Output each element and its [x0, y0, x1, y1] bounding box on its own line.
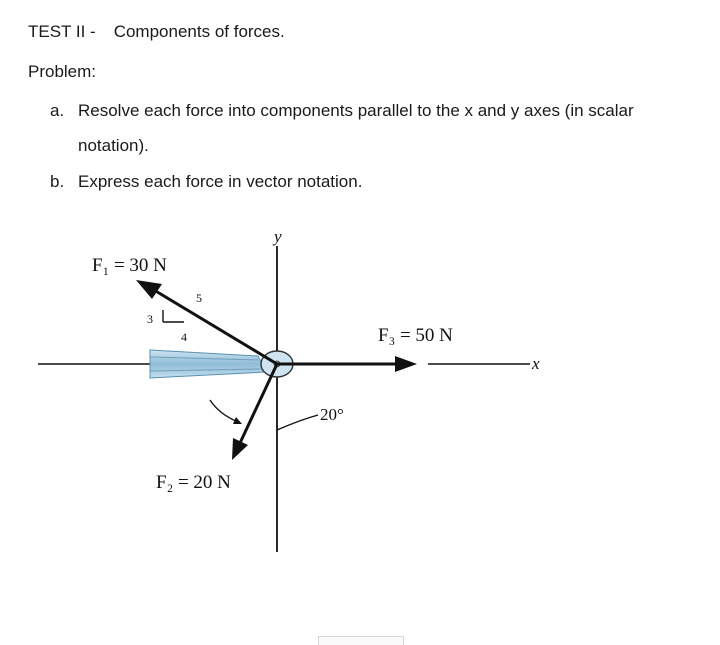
- x-axis-label: x: [532, 354, 540, 373]
- list-marker-b: b.: [50, 172, 65, 191]
- test-label: TEST II -: [28, 22, 96, 41]
- force-f2-label: F₂ = 20 N: [156, 472, 231, 493]
- force-f3-label: F₃ = 50 N: [378, 325, 453, 346]
- test-topic: Components of forces.: [113, 22, 285, 41]
- angle-20-label: 20°: [320, 405, 344, 424]
- curved-arrow-icon: [210, 400, 238, 422]
- member-bar: [150, 350, 266, 378]
- test-title: [28, 22, 285, 42]
- y-axis-label: y: [274, 227, 282, 246]
- angle-20-arc: [277, 415, 318, 430]
- force-f3-arrowhead: [395, 356, 417, 372]
- list-item-a-line2: notation).: [78, 136, 149, 155]
- problem-label: Problem:: [28, 62, 97, 81]
- list-item-a-line1: Resolve each force into components parallel to the x and y axes (in scalar: [78, 101, 634, 120]
- list-item-b: Express each force in vector notation.: [78, 172, 363, 191]
- force-f1-label: F₁ = 30 N: [92, 255, 167, 276]
- force-f1-arrowhead: [136, 280, 162, 299]
- slope-triangle-rise: 3: [147, 312, 153, 326]
- slope-triangle-hyp: 5: [196, 291, 202, 305]
- force-f2-line: [240, 364, 277, 443]
- list-marker-a: a.: [50, 101, 65, 120]
- force-f2-arrowhead: [232, 438, 248, 460]
- slope-triangle-run: 4: [181, 330, 187, 344]
- force-diagram: [0, 215, 720, 644]
